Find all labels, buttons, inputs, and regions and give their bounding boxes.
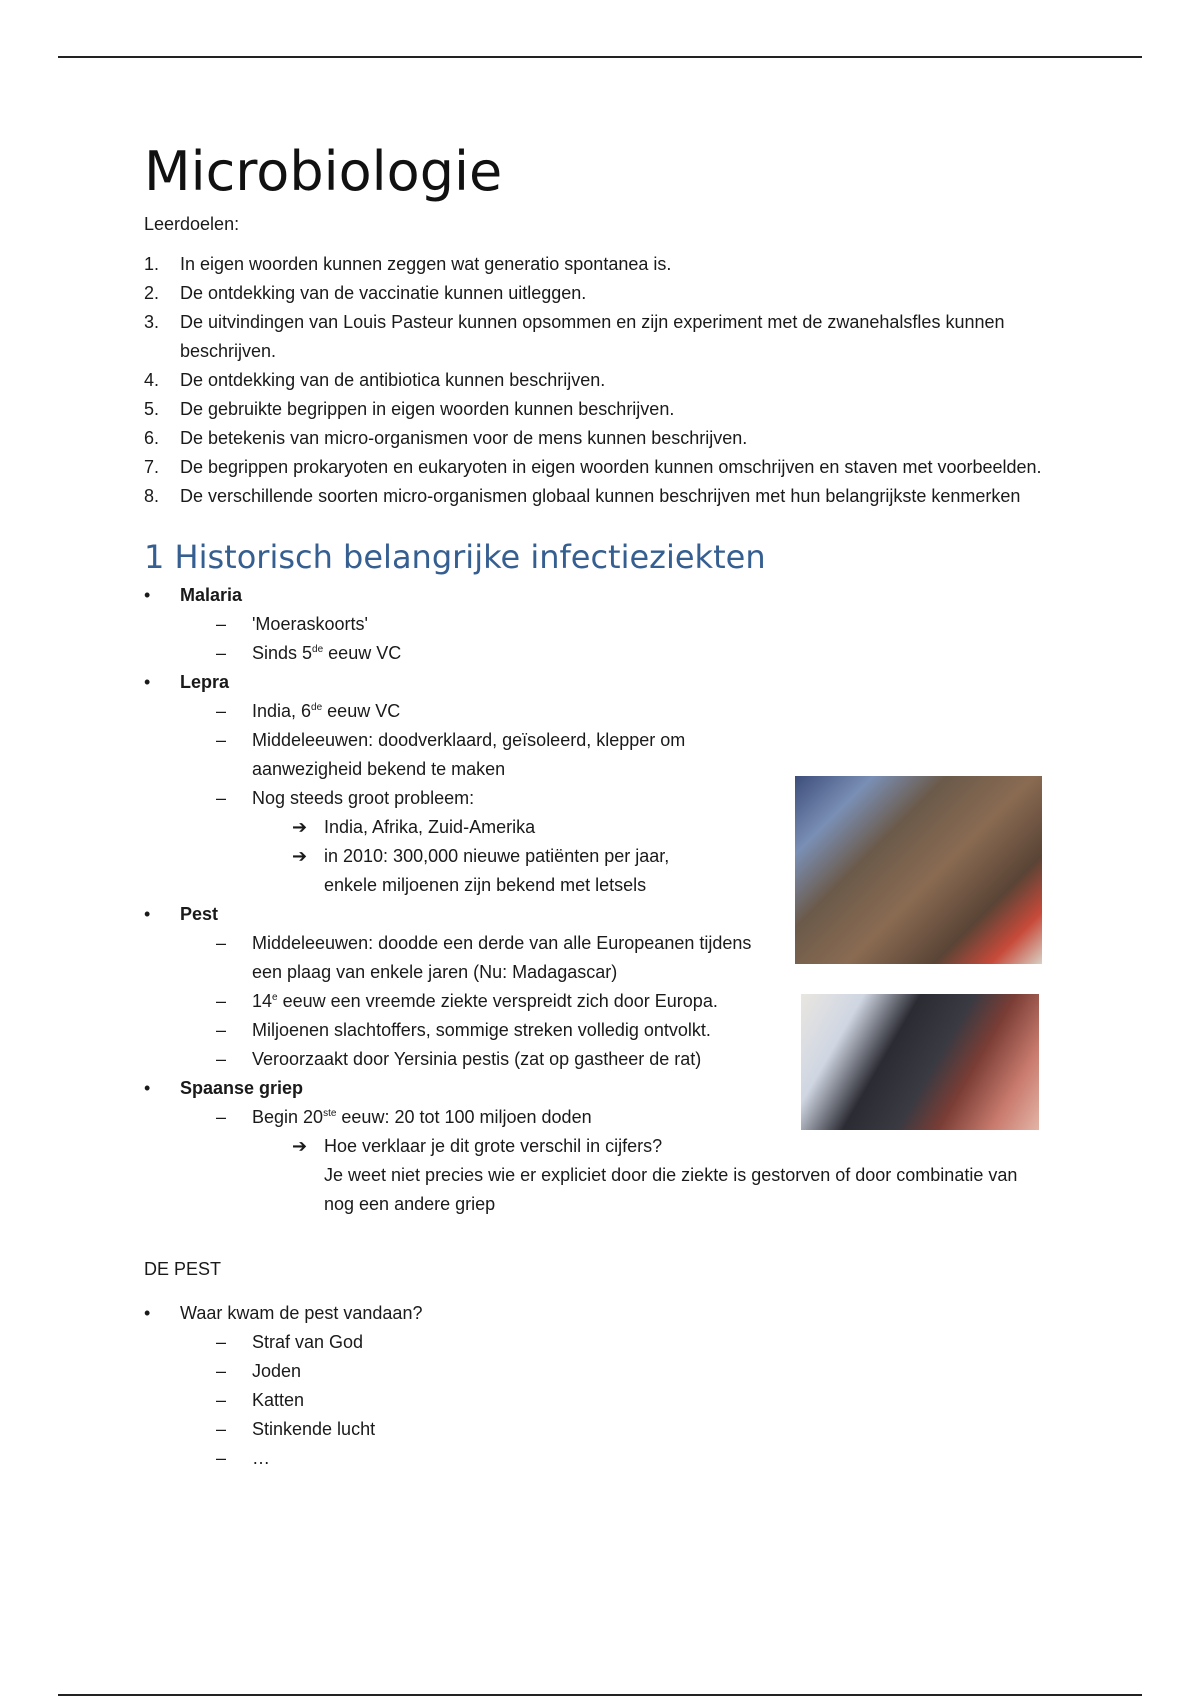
disease-spaanse-griep: • Spaanse griep <box>144 1078 304 1098</box>
top-rule <box>58 56 1142 58</box>
list-item: – Nog steeds groot probleem: <box>216 788 475 808</box>
list-item: – 14e eeuw een vreemde ziekte verspreidt zich door Europa. <box>216 991 718 1011</box>
arrow-icon: ➔ <box>292 817 308 837</box>
list-item: – India, 6de eeuw VC <box>216 701 401 721</box>
disease-pest: • Pest <box>144 904 219 924</box>
list-item: – Middeleeuwen: doodverklaard, geïsoleerd, klepper om aanwezigheid bekend te maken <box>216 730 686 779</box>
arrow-icon: ➔ <box>292 846 308 866</box>
arrow-item: ➔ Hoe verklaar je dit grote verschil in cijfers? <box>144 1132 1044 1161</box>
goal-item: 1. In eigen woorden kunnen zeggen wat generatio spontanea is. <box>144 254 672 274</box>
pest-hand-photo <box>801 994 1039 1130</box>
goal-item: 5. De gebruikte begrippen in eigen woorden kunnen beschrijven. <box>144 399 675 419</box>
list-item: – Begin 20ste eeuw: 20 tot 100 miljoen doden <box>216 1107 592 1127</box>
learning-goals-label: Leerdoelen: <box>144 214 240 234</box>
list-item: – Veroorzaakt door Yersinia pestis (zat op gastheer de rat) <box>216 1049 702 1069</box>
list-item: – Middeleeuwen: doodde een derde van alle Europeanen tijdens een plaag van enkele jaren (Nu: Madagascar) <box>216 933 752 982</box>
list-item: – Katten <box>216 1390 305 1410</box>
list-item: – Joden <box>216 1361 302 1381</box>
bottom-rule <box>58 1694 1142 1696</box>
arrow-item: ➔ India, Afrika, Zuid-Amerika <box>144 813 1044 842</box>
goal-item: 8. De verschillende soorten micro-organismen globaal kunnen beschrijven met hun belangrijkste kenmerken <box>144 486 1021 506</box>
answer-text: Je weet niet precies wie er expliciet door die ziekte is gestorven of door combinatie van nog een andere griep <box>324 1165 1018 1214</box>
list-item: – Miljoenen slachtoffers, sommige streken volledig ontvolkt. <box>216 1020 711 1040</box>
goal-item: 6. De betekenis van micro-organismen voor de mens kunnen beschrijven. <box>144 428 748 448</box>
learning-goals-list <box>144 250 1044 511</box>
lepra-hands-photo <box>795 776 1042 964</box>
list-item: – Sinds 5de eeuw VC <box>216 643 402 663</box>
disease-malaria: • Malaria <box>144 585 243 605</box>
page-title: Microbiologie <box>144 140 503 203</box>
arrow-item: ➔ in 2010: 300,000 nieuwe patiënten per jaar, enkele miljoenen zijn bekend met letsels <box>144 842 724 900</box>
goal-item: 4. De ontdekking van de antibiotica kunnen beschrijven. <box>144 370 606 390</box>
list-item: – Straf van God <box>216 1332 364 1352</box>
list-item: – 'Moeraskoorts' <box>216 614 368 634</box>
list-item: – … <box>216 1448 270 1468</box>
list-item: – Stinkende lucht <box>216 1419 376 1439</box>
de-pest-label: DE PEST <box>144 1259 222 1279</box>
goal-item: 7. De begrippen prokaryoten en eukaryoten in eigen woorden kunnen omschrijven en staven met voorbeelden. <box>144 457 1042 477</box>
section-heading: 1 Historisch belangrijke infectieziekten <box>144 538 766 576</box>
disease-lepra: • Lepra <box>144 672 230 692</box>
goal-item: 3. De uitvindingen van Louis Pasteur kunnen opsommen en zijn experiment met de zwanehalsfles kunnen beschrijven. <box>144 312 1005 361</box>
arrow-icon: ➔ <box>292 1136 308 1156</box>
list-item: • Waar kwam de pest vandaan? <box>144 1303 423 1323</box>
goal-item: 2. De ontdekking van de vaccinatie kunnen uitleggen. <box>144 283 587 303</box>
